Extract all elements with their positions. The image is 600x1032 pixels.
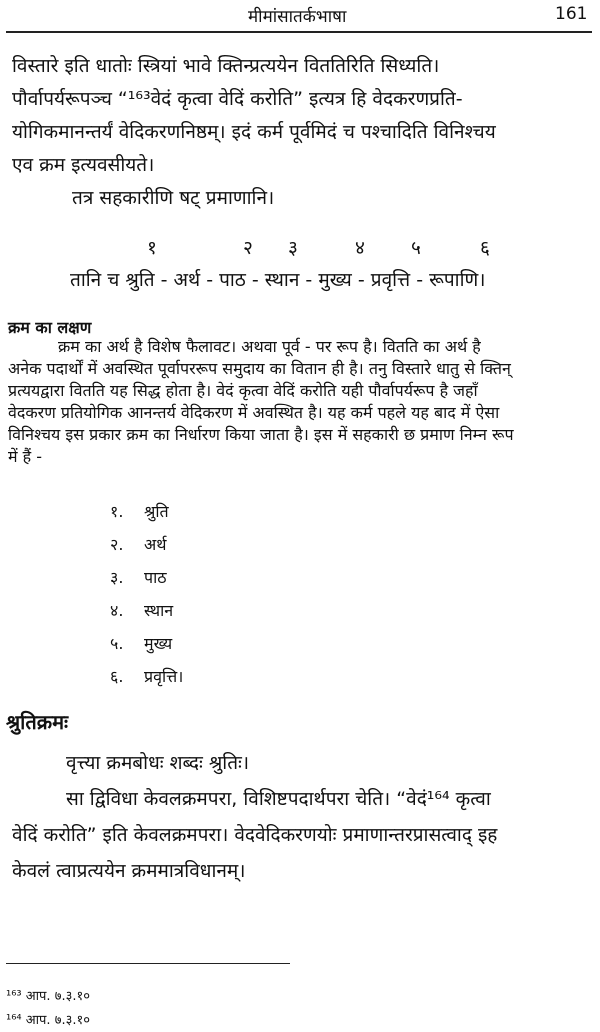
list-number: १.: [110, 502, 124, 521]
list-text: अर्थ: [144, 535, 167, 554]
text-line: प्रत्ययद्वारा वितति यह सिद्ध होता है। वेदं कृत्वा वेदिं करोति यही पौर्वापर्यरूप है जहाँ: [8, 381, 478, 400]
text-line: योगिकमानन्तर्यं वेदिकरणनिष्ठम्। इदं कर्म पूर्वमिदं च पश्चादिति विनिश्चय: [12, 121, 496, 143]
text-line: वेदकरण प्रतियोगिक आनन्तर्य वेदिकरण में अवस्थित है। यह कर्म पहले यह बाद में ऐसा: [8, 403, 500, 422]
text-line: एव क्रम इत्यवसीयते।: [12, 154, 155, 176]
list-number: ४.: [110, 601, 124, 620]
text-line: तत्र सहकारीणि षट् प्रमाणानि।: [72, 187, 275, 209]
sanskrit-paragraph-1: [12, 50, 588, 215]
text-line: में हैं -: [8, 447, 43, 466]
list-text: मुख्य: [144, 634, 173, 653]
list-text: पाठ: [144, 568, 167, 587]
list-item: [110, 533, 183, 566]
text-line: सा द्विविधा केवलक्रमपरा, विशिष्टपदार्थपरा चेति। “वेदं¹⁶⁴ कृत्वा: [66, 788, 491, 810]
numeral: ५: [411, 237, 421, 259]
footnote-rule: [6, 963, 290, 964]
text-line: विस्तारे इति धातोः स्त्रियां भावे क्तिन्प्रत्ययेन विततिरिति सिध्यति।: [12, 55, 440, 77]
list-number: ६.: [110, 667, 124, 686]
page-number: 161: [555, 4, 588, 24]
section-heading: क्रम का लक्षण: [8, 318, 92, 337]
numeral: १: [147, 237, 157, 259]
text-line: विनिश्चय इस प्रकार क्रम का निर्धारण किया जाता है। इस में सहकारी छ प्रमाण निम्न रूप: [8, 425, 514, 444]
list-item: [110, 599, 183, 632]
hindi-paragraph: [8, 336, 592, 468]
six-pramana-line: तानि च श्रुति - अर्थ - पाठ - स्थान - मुख्य - प्रवृत्ति - रूपाणि।: [70, 269, 486, 291]
list-item: [110, 566, 183, 599]
list-text: श्रुति: [144, 502, 169, 521]
numeral: ६: [480, 237, 490, 259]
section-heading: श्रुतिक्रमः: [6, 710, 69, 734]
header-rule: [6, 31, 592, 33]
numeral-row: [0, 234, 600, 260]
pramana-list: [110, 500, 183, 698]
footnote: ¹⁶⁴ आप. ७.३.१०: [6, 1013, 91, 1028]
text-line: अनेक पदार्थों में अवस्थित पूर्वापररूप समुदाय का वितान ही है। तनु विस्तारे धातु से क्तिन्: [8, 359, 511, 378]
sanskrit-paragraph-2: [12, 745, 592, 889]
list-item: [110, 665, 183, 698]
list-number: २.: [110, 535, 124, 554]
list-text: प्रवृत्ति।: [144, 667, 184, 686]
footnote: ¹⁶³ आप. ७.३.१०: [6, 989, 91, 1004]
text-line: वेदिं करोति” इति केवलक्रमपरा। वेदवेदिकरणयोः प्रमाणान्तरप्रासत्वाद् इह: [12, 824, 498, 846]
page-header: [0, 0, 600, 30]
text-line: क्रम का अर्थ है विशेष फैलावट। अथवा पूर्व - पर रूप है। वितति का अर्थ है: [58, 337, 481, 356]
text-line: पौर्वापर्यरूपञ्च “¹⁶³वेदं कृत्वा वेदिं करोति” इत्यत्र हि वेदकरणप्रति-: [12, 88, 463, 110]
numeral: ४: [355, 237, 365, 259]
list-text: स्थान: [144, 601, 174, 620]
text-line: वृत्त्या क्रमबोधः शब्दः श्रुतिः।: [66, 752, 250, 774]
list-item: [110, 500, 183, 533]
numeral: ३: [288, 237, 298, 259]
list-item: [110, 632, 183, 665]
list-number: ५.: [110, 634, 124, 653]
list-number: ३.: [110, 568, 124, 587]
text-line: केवलं त्वाप्रत्ययेन क्रममात्रविधानम्।: [12, 860, 246, 882]
running-title: मीमांसातर्कभाषा: [248, 7, 347, 27]
numeral: २: [243, 237, 253, 259]
